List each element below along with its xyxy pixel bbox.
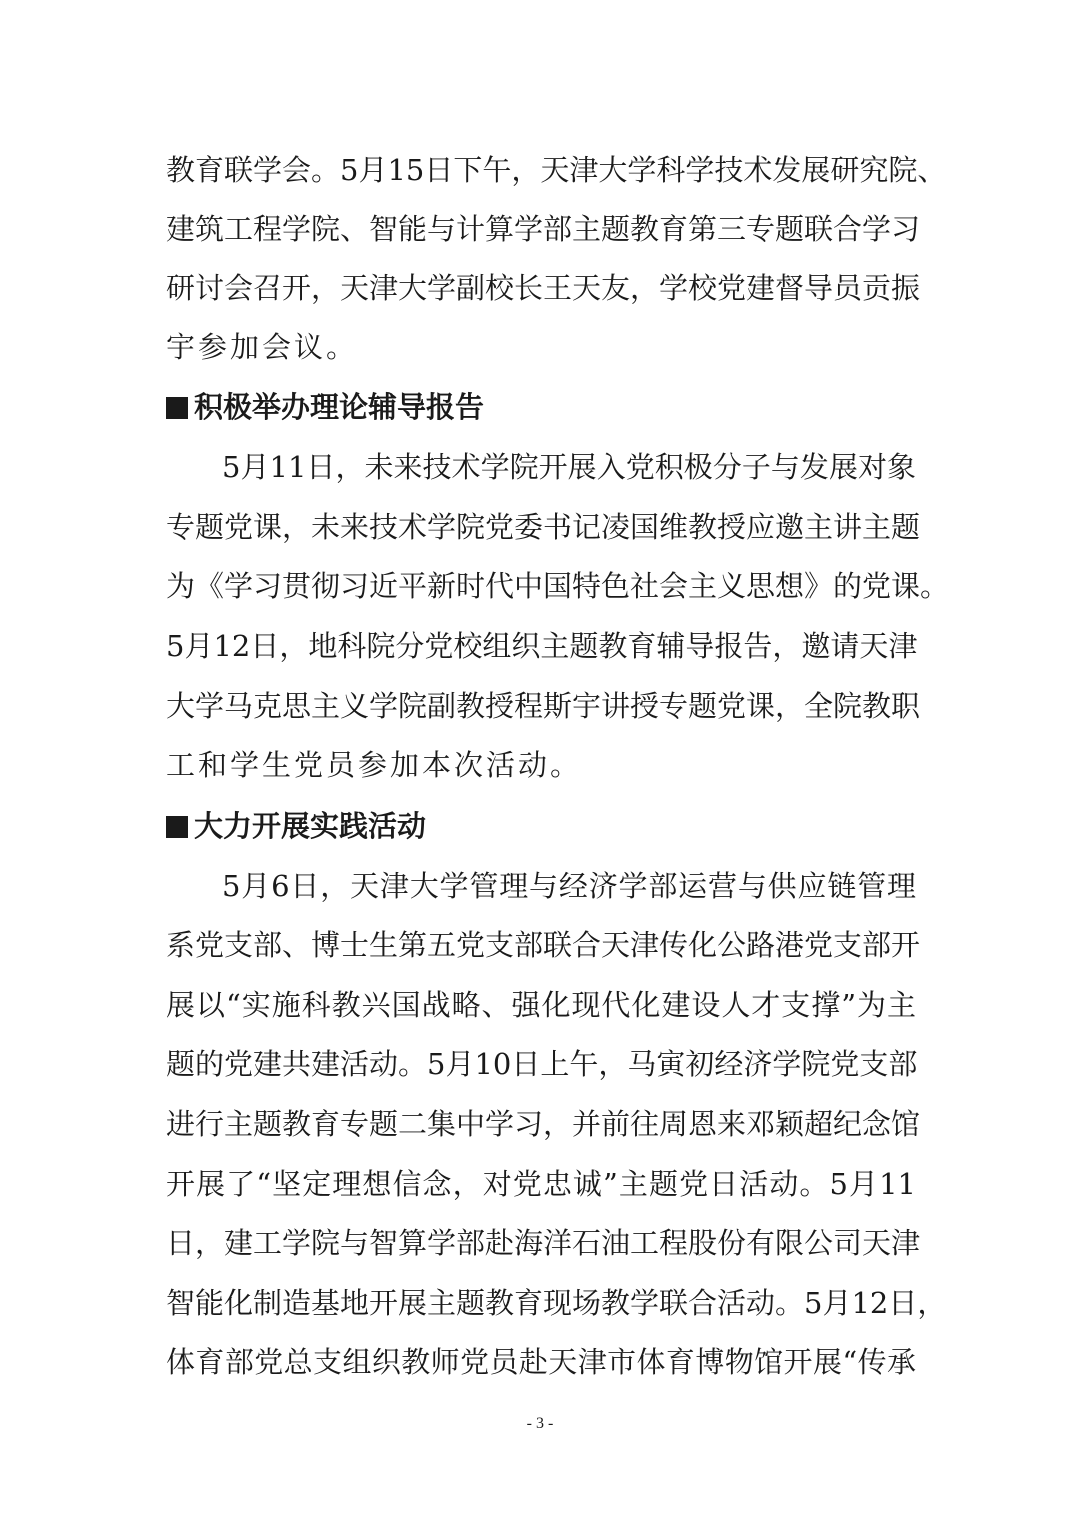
section-heading-text: 积极举办理论辅导报告 xyxy=(194,390,485,424)
body-text-line: 5月12日，地科院分党校组织主题教育辅导报告，邀请天津 xyxy=(166,629,918,663)
section-heading xyxy=(166,387,484,427)
body-text-line: 大学马克思主义学院副教授程斯宇讲授专题党课，全院教职 xyxy=(166,689,921,723)
body-text-line: 体育部党总支组织教师党员赴天津市体育博物馆开展“传承 xyxy=(166,1345,916,1379)
body-text-line: 智能化制造基地开展主题教育现场教学联合活动。5月12日， xyxy=(166,1286,947,1320)
section-heading xyxy=(166,806,426,846)
body-text-line: 开展了“坚定理想信念，对党忠诚”主题党日活动。5月11 xyxy=(166,1167,916,1201)
body-text-line: 专题党课，未来技术学院党委书记凌国维教授应邀主讲主题 xyxy=(166,510,921,544)
square-bullet-icon xyxy=(166,816,188,838)
body-text-line: 系党支部、博士生第五党支部联合天津传化公路港党支部开 xyxy=(166,928,921,962)
body-text-line: 5月11日，未来技术学院开展入党积极分子与发展对象 xyxy=(222,450,916,484)
body-text-line: 展以“实施科教兴国战略、强化现代化建设人才支撑”为主 xyxy=(166,988,916,1022)
body-text-line: 宇参加会议。 xyxy=(166,330,359,364)
body-text-line: 为《学习贯彻习近平新时代中国特色社会主义思想》的党课。 xyxy=(166,569,950,603)
body-text-line: 教育联学会。5月15日下午，天津大学科学技术发展研究院、 xyxy=(166,153,947,187)
body-text-line: 研讨会召开，天津大学副校长王天友，学校党建督导员贡振 xyxy=(166,271,921,305)
body-text-line: 工和学生党员参加本次活动。 xyxy=(166,748,583,782)
body-text-line: 建筑工程学院、智能与计算学部主题教育第三专题联合学习 xyxy=(166,212,921,246)
body-text-line: 5月6日，天津大学管理与经济学部运营与供应链管理 xyxy=(222,869,916,903)
section-heading-text: 大力开展实践活动 xyxy=(194,809,427,843)
page-number: - 3 - xyxy=(526,1415,554,1432)
body-text-line: 题的党建共建活动。5月10日上午，马寅初经济学院党支部 xyxy=(166,1047,918,1081)
body-text-line: 进行主题教育专题二集中学习，并前往周恩来邓颖超纪念馆 xyxy=(166,1107,921,1141)
body-text-line: 日，建工学院与智算学部赴海洋石油工程股份有限公司天津 xyxy=(166,1226,921,1260)
square-bullet-icon xyxy=(166,397,188,419)
